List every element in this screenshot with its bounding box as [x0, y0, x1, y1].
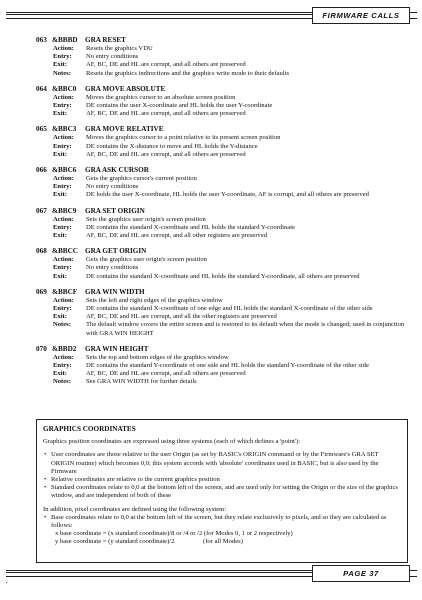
row-text: Moves the graphics cursor to an absolute screen position [86, 93, 236, 101]
row-label: Notes: [53, 321, 71, 329]
entry-row [36, 70, 412, 78]
row-label: Entry: [53, 305, 72, 313]
row-text: AF, BC, DE and HL are corrupt, and all others are preserved [86, 150, 246, 158]
row-text: Sets the top and bottom edges of the graphics window [86, 353, 229, 361]
box-intro: Graphics position coordinates are expressed using three systems (each of which defines a 'point'): [43, 438, 301, 446]
row-label: Exit: [53, 313, 67, 321]
row-label: Exit: [53, 61, 67, 69]
row-text: DE contains the standard Y-coordinate of one side and HL holds the standard Y-coordinate of the other side [86, 362, 369, 370]
bullet-user-coordinates: • User coordinates are those relative to the user Origin (as set by BASIC's ORIGIN command or by the Firmware's GRA SET ORIGIN routine) which becomes 0,0; this system accords with 'absolute' coordinates used in BASIC, but is also used by the Firmware [43, 451, 401, 476]
entry-name: GRA MOVE ABSOLUTE [85, 84, 166, 93]
firmware-call-entry [36, 85, 412, 119]
row-label: Exit: [53, 370, 67, 378]
entry-number: 068 [36, 247, 47, 256]
row-label: Entry: [53, 183, 72, 191]
entry-row [36, 61, 412, 69]
entry-row [36, 305, 412, 313]
firmware-call-entry [36, 36, 412, 78]
coordinate-systems-list [43, 451, 401, 500]
entry-address: &BBC0 [52, 84, 77, 93]
row-text: AF, BC, DE and HL are corrupt, and all other registers are preserved [86, 232, 268, 240]
row-text: AF, BC, DE and HL are corrupt, and all others are preserved [86, 110, 246, 118]
entry-name: GRA MOVE RELATIVE [85, 125, 164, 134]
entry-row [36, 45, 412, 53]
entry-row [36, 94, 412, 102]
row-text: DE contains the user X-coordinate and HL holds the user Y-coordinate [86, 102, 273, 110]
row-text: Sets the left and right edges of the graphics window [86, 296, 223, 304]
entry-row [36, 273, 412, 281]
entry-heading [36, 288, 412, 297]
row-label: Action: [53, 45, 74, 52]
row-label: Entry: [53, 264, 72, 272]
entry-row [36, 232, 412, 240]
entry-row [36, 224, 412, 232]
row-text: Resets the graphics indirections and the graphics write mode to their defaults [86, 69, 290, 77]
row-text: Gets the graphics cursor's current position [86, 175, 197, 183]
row-text: No entry conditions [86, 264, 139, 272]
row-label: Exit: [53, 150, 67, 158]
row-label: Action: [53, 175, 74, 183]
entry-heading [36, 166, 412, 175]
entry-row [36, 297, 412, 305]
entry-name: GRA WIN WIDTH [85, 287, 145, 296]
row-text: Sets the graphics user origin's screen position [86, 215, 206, 223]
entry-heading [36, 36, 412, 45]
entry-row [36, 183, 412, 191]
entry-row [36, 53, 412, 61]
row-label: Exit: [53, 191, 67, 199]
entry-address: &BBD2 [52, 344, 77, 353]
box-title: GRAPHICS COORDINATES [43, 425, 136, 433]
row-label: Entry: [53, 102, 72, 110]
row-label: Entry: [53, 362, 72, 370]
entry-address: &BBCF [52, 287, 78, 296]
entry-row [36, 264, 412, 272]
row-label: Action: [53, 215, 74, 223]
row-text: DE contains the standard X-coordinate and HL holds the standard Y-coordinate, all others are preserved [86, 272, 360, 280]
firmware-call-list [36, 36, 412, 394]
row-text: DE holds the user X-coordinate, HL holds the user Y-coordinate, AF is corrupt, and all others are preserved [86, 191, 369, 199]
row-label: Action: [53, 134, 74, 142]
firmware-call-entry [36, 207, 412, 241]
bullet-relative-coordinates: • Relative coordinates are relative to the current graphics position [43, 476, 401, 484]
bullet-standard-coordinates: • Standard coordinates relate to 0,0 at the bottom left of the screen, and are used only for setting the Origin or the size of the graphics window, and are independent of both of these [43, 484, 401, 500]
pixel-coordinates-list [43, 514, 401, 530]
box-para-pixel: In addition, pixel coordinates are defined using the following system: [43, 505, 227, 513]
entry-row [36, 362, 412, 370]
row-label: Action: [53, 93, 74, 101]
firmware-call-entry [36, 125, 412, 159]
footer-rule [6, 570, 312, 577]
entry-name: GRA GET ORIGIN [85, 247, 147, 256]
row-label: Entry: [53, 142, 72, 150]
row-label: Entry: [53, 53, 72, 61]
section-title: FIRMWARE CALLS [322, 11, 400, 20]
row-label: Exit: [53, 232, 67, 240]
row-label: Action: [53, 353, 74, 361]
header-rule-tail [409, 12, 417, 19]
entry-heading [36, 125, 412, 134]
entry-address: &BBC9 [52, 206, 77, 215]
row-label: Exit: [53, 272, 67, 280]
row-text: The default window covers the entire screen and is restored to its default when the mode is changed; used in conjunction with GRA WIN HEIGHT [86, 321, 405, 337]
row-label: Notes: [53, 69, 71, 77]
firmware-call-entry [36, 345, 412, 387]
formula-y [43, 538, 401, 546]
row-text: See GRA WIN WIDTH for further details [86, 378, 197, 386]
footer-rule-tail [409, 570, 417, 577]
entry-row [36, 102, 412, 110]
row-text: No entry conditions [86, 53, 139, 61]
entry-address: &BBCC [52, 247, 78, 256]
entry-number: 064 [36, 84, 47, 93]
entry-name: GRA RESET [85, 36, 126, 44]
entry-row [36, 216, 412, 224]
header-rule [6, 12, 312, 19]
row-text: Resets the graphics VDU [86, 45, 153, 52]
entry-row [36, 143, 412, 151]
row-text: AF, BC, DE and HL are corrupt, and all the other registers are preserved [86, 313, 277, 321]
entry-row [36, 321, 412, 337]
entry-address: &BBBD [52, 36, 78, 44]
row-label: Action: [53, 256, 74, 264]
scan-speck [6, 582, 7, 583]
row-text: DE contains the standard X-coordinate and HL holds the standard Y-coordinate [86, 223, 295, 231]
firmware-call-entry [36, 166, 412, 200]
entry-row [36, 354, 412, 362]
firmware-call-entry [36, 288, 412, 338]
entry-number: 067 [36, 206, 47, 215]
bullet-base-coordinates: • Base coordinates relate to 0,0 at the bottom left of the screen, but they relate exclusively to pixels, and so they are calculated as follows: [43, 514, 401, 530]
entry-row [36, 313, 412, 321]
row-text: DE contains the X-distance to move and HL holds the Y-distance [86, 142, 258, 150]
entry-number: 063 [36, 36, 47, 44]
row-text: Moves the graphics cursor to a point relative to its present screen position [86, 134, 281, 142]
page-number-box [312, 565, 410, 582]
entry-heading [36, 85, 412, 94]
entry-row [36, 378, 412, 386]
row-label: Notes: [53, 378, 71, 386]
entry-row [36, 191, 412, 199]
entry-address: &BBC6 [52, 166, 77, 175]
row-text: AF, BC, DE and HL are corrupt, and all others are preserved [86, 370, 246, 378]
entry-heading [36, 247, 412, 256]
row-text: Gets the graphics user origin's screen position [86, 256, 207, 264]
entry-number: 069 [36, 287, 47, 296]
row-label: Exit: [53, 110, 67, 118]
formula-y-expr: y base coordinate = (y standard coordinate)/2 [55, 538, 175, 546]
row-label: Action: [53, 296, 74, 304]
row-text: No entry conditions [86, 183, 139, 191]
row-text: DE contains the standard X-coordinate of one edge and HL holds the standard X-coordinate of the other side [86, 305, 373, 313]
entry-heading [36, 207, 412, 216]
formula-x: x base coordinate = (x standard coordinate)/8 or /4 or /2 (for Modes 0, 1 or 2 respectively) [55, 530, 293, 538]
entry-row [36, 370, 412, 378]
entry-row [36, 134, 412, 142]
entry-address: &BBC3 [52, 125, 77, 134]
row-text: AF, BC, DE and HL are corrupt, and all others are preserved [86, 61, 246, 69]
entry-row [36, 110, 412, 118]
firmware-call-entry [36, 247, 412, 281]
row-label: Entry: [53, 223, 72, 231]
entry-name: GRA ASK CURSOR [85, 166, 149, 175]
entry-row [36, 151, 412, 159]
formula-y-note: (for all Modes) [203, 538, 243, 546]
entry-row [36, 175, 412, 183]
entry-row [36, 256, 412, 264]
page-number: PAGE 37 [343, 569, 379, 578]
entry-name: GRA SET ORIGIN [85, 206, 145, 215]
entry-heading [36, 345, 412, 354]
section-title-box [312, 7, 410, 24]
entry-name: GRA WIN HEIGHT [85, 344, 149, 353]
graphics-coordinates-box [36, 419, 408, 563]
entry-number: 065 [36, 125, 47, 134]
entry-number: 066 [36, 166, 47, 175]
entry-number: 070 [36, 344, 47, 353]
